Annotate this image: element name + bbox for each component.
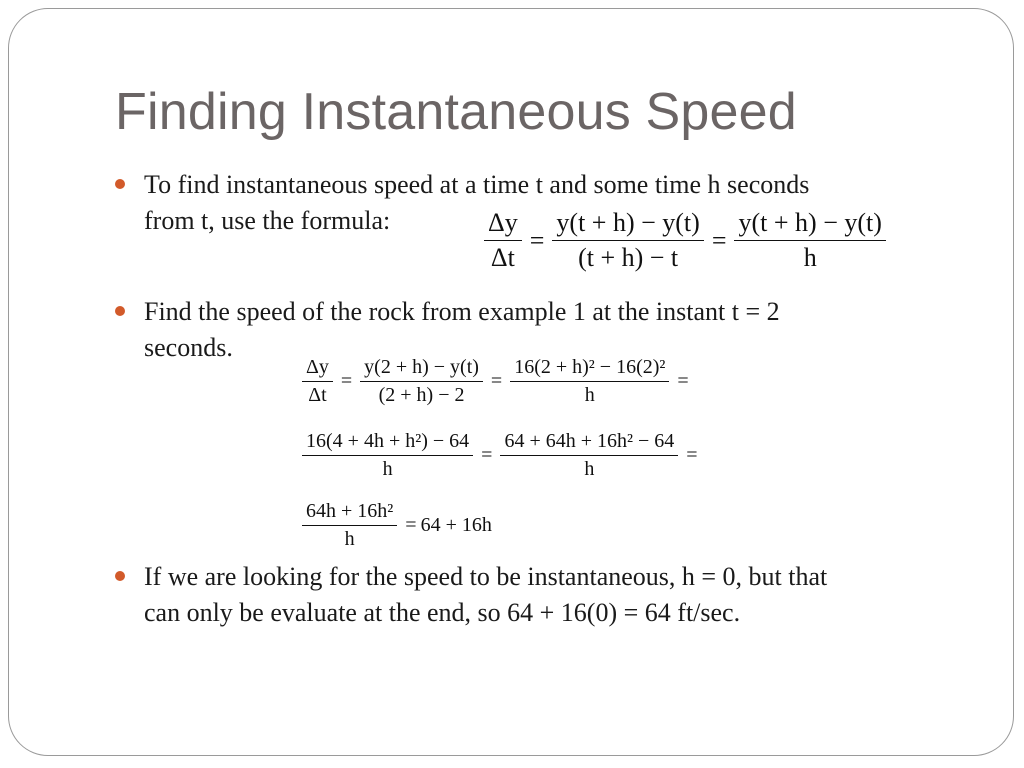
denominator: (t + h) − t [578, 243, 679, 272]
numerator: 64 + 64h + 16h² − 64 [500, 430, 678, 456]
bullet-3-line-2: can only be evaluate at the end, so 64 + 16(0) = 64 ft/sec. [144, 598, 741, 627]
bullet-1-line-1: To find instantaneous speed at a time t and some time h seconds [144, 170, 810, 199]
bullet-2-line-1: Find the speed of the rock from example 1 at the instant t = 2 [144, 297, 780, 326]
equals-sign: = [481, 444, 493, 466]
fraction-difference-quotient [552, 208, 703, 273]
bullet-marker-3 [115, 571, 125, 581]
bullet-1-line-2: from t, use the formula: [144, 206, 391, 235]
bullet-marker-2 [115, 306, 125, 316]
equals-sign: = [405, 514, 417, 536]
equals-sign: = [529, 225, 545, 255]
fraction-simplified-quotient [734, 208, 885, 273]
bullet-marker-1 [115, 179, 125, 189]
equals-sign: = [686, 444, 698, 466]
numerator: Δy [302, 356, 333, 382]
fraction-delta-y-over-delta-t [484, 208, 522, 273]
bullet-3-line-1: If we are looking for the speed to be instantaneous, h = 0, but that [144, 562, 828, 591]
numerator: y(t + h) − y(t) [734, 208, 885, 241]
denominator: Δt [490, 243, 515, 272]
denominator: h [584, 458, 595, 480]
numerator: 64h + 16h² [302, 500, 397, 526]
result-expression: 64 + 16h [420, 514, 492, 536]
slide-title: Finding Instantaneous Speed [115, 83, 797, 141]
numerator: y(t + h) − y(t) [552, 208, 703, 241]
denominator: h [803, 243, 817, 272]
denominator: h [344, 528, 355, 550]
denominator: h [382, 458, 393, 480]
fraction [360, 356, 483, 407]
denominator: (2 + h) − 2 [378, 384, 465, 406]
equals-sign: = [711, 225, 727, 255]
fraction [302, 356, 333, 407]
example-formula-line-2 [298, 430, 702, 481]
numerator: y(2 + h) − y(t) [360, 356, 483, 382]
fraction [500, 430, 678, 481]
example-formula-line-1 [298, 356, 693, 407]
numerator: 16(2 + h)² − 16(2)² [510, 356, 669, 382]
example-formula-line-3 [298, 500, 492, 551]
bullet-2-line-2: seconds. [144, 333, 233, 362]
denominator: Δt [308, 384, 327, 406]
fraction [302, 430, 473, 481]
denominator: h [584, 384, 595, 406]
numerator: 16(4 + 4h + h²) − 64 [302, 430, 473, 456]
general-speed-formula [480, 208, 890, 273]
equals-sign: = [677, 370, 689, 392]
fraction [510, 356, 669, 407]
equals-sign: = [490, 370, 503, 392]
equals-sign: = [340, 370, 353, 392]
numerator: Δy [484, 208, 522, 241]
fraction [302, 500, 397, 551]
